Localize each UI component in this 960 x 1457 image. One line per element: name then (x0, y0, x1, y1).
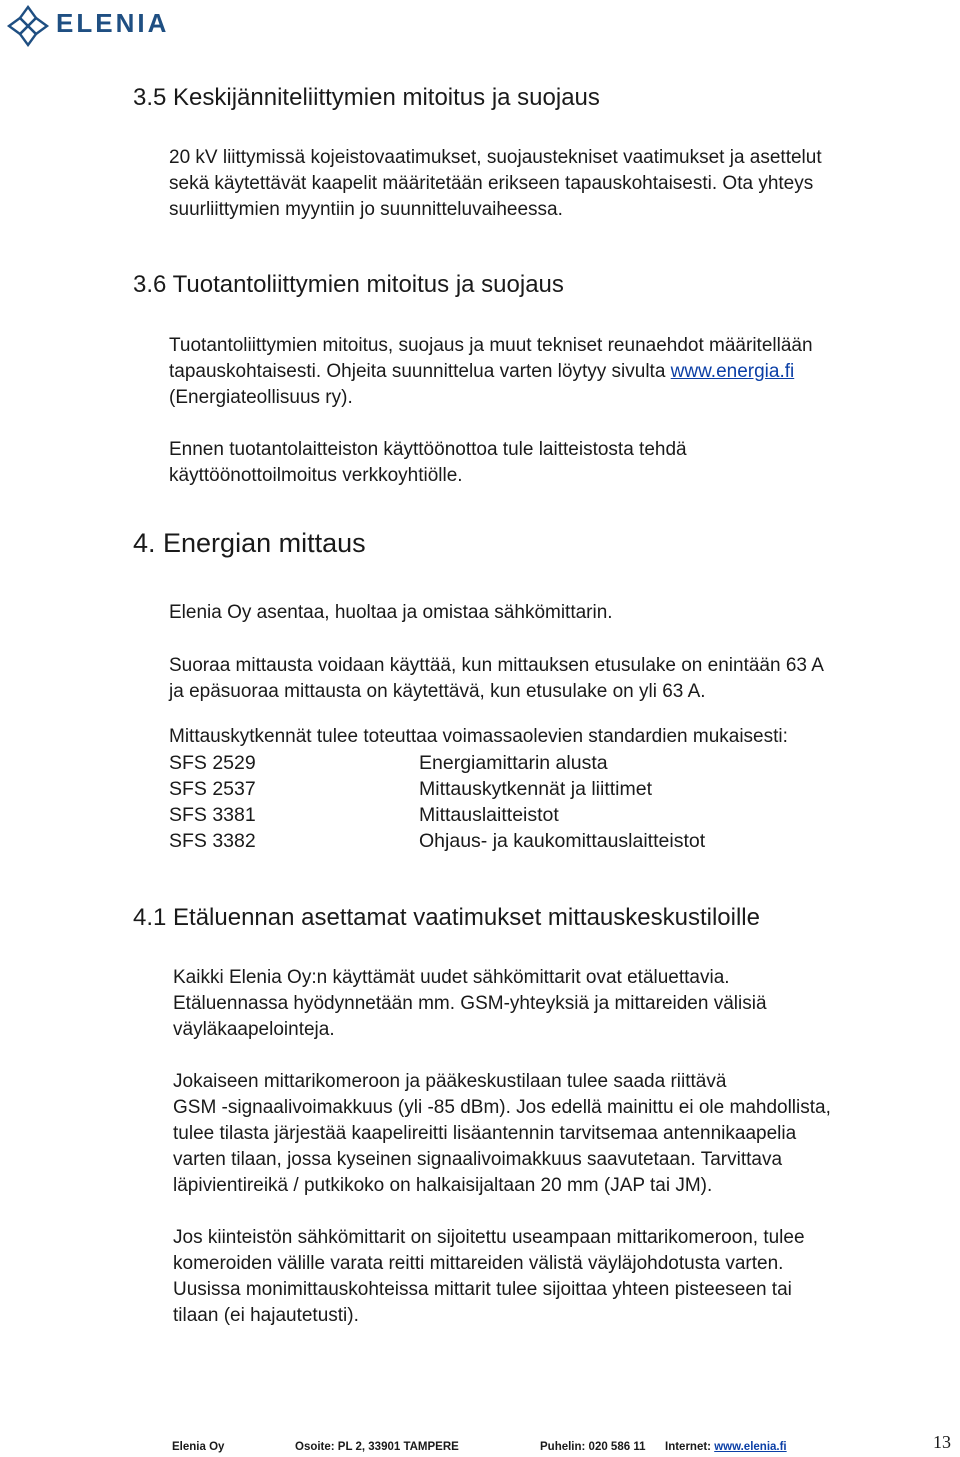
standard-row (169, 776, 705, 802)
s41-p2-line-1: Jokaiseen mittarikomeroon ja pääkeskustilaan tulee saada riittävä (173, 1071, 727, 1092)
s41-p1-line-2: Etäluennassa hyödynnetään mm. GSM-yhteyksiä ja mittareiden välisiä (173, 993, 767, 1014)
s36-line-2-text: tapauskohtaisesti. Ohjeita suunnittelua varten löytyy sivulta (169, 361, 671, 382)
s4-p3: Mittauskytkennät tulee toteuttaa voimassaolevien standardien mukaisesti: (169, 726, 788, 747)
footer-address: Osoite: PL 2, 33901 TAMPERE (295, 1441, 459, 1453)
standard-code: SFS 3381 (169, 804, 256, 826)
standard-name: Energiamittarin alusta (419, 752, 608, 774)
standard-code: SFS 2529 (169, 752, 256, 774)
energia-link[interactable]: www.energia.fi (670, 361, 795, 382)
s41-p1-line-1: Kaikki Elenia Oy:n käyttämät uudet sähkömittarit ovat etäluettavia. (173, 967, 730, 988)
s36-line-1: Tuotantoliittymien mitoitus, suojaus ja muut tekniset reunaehdot määritellään (169, 335, 813, 356)
standard-row (169, 750, 705, 776)
elenia-logo (6, 4, 176, 48)
s41-p2-line-5: läpivientireikä / putkikoko on halkaisijaltaan 20 mm (JAP tai JM). (173, 1175, 713, 1196)
s41-p3-line-4: tilaan (ei hajautetusti). (173, 1305, 359, 1326)
brand-wordmark: ELENIA (56, 8, 170, 38)
s35-line-1: 20 kV liittymissä kojeistovaatimukset, suojaustekniset vaatimukset ja asettelut (169, 147, 822, 168)
s41-p3-line-2: komeroiden välille varata reitti mittareiden välistä väyläjohdotusta varten. (173, 1253, 784, 1274)
s41-p2-line-2: GSM -signaalivoimakkuus (yli -85 dBm). Jos edellä mainittu ei ole mahdollista, (173, 1097, 831, 1118)
footer-company: Elenia Oy (172, 1441, 225, 1453)
s41-p1-line-3: väyläkaapelointeja. (173, 1019, 335, 1040)
s4-p2-line-2: ja epäsuoraa mittausta on käytettävä, kun etusulake on yli 63 A. (169, 681, 706, 702)
footer-phone: Puhelin: 020 586 11 (540, 1441, 646, 1453)
s35-line-3: suurliittymien myyntiin jo suunnitteluvaiheessa. (169, 199, 563, 220)
s41-p3-line-3: Uusissa monimittauskohteissa mittarit tulee sijoittaa yhteen pisteeseen tai (173, 1279, 792, 1300)
s36-p2-line-1: Ennen tuotantolaitteiston käyttöönottoa tule laitteistosta tehdä (169, 439, 687, 460)
standard-name: Ohjaus- ja kaukomittauslaitteistot (419, 830, 706, 852)
page-number: 13 (933, 1432, 951, 1452)
s36-line-2 (169, 359, 794, 385)
footer-internet-label: Internet: (665, 1441, 715, 1453)
footer-internet (665, 1441, 787, 1453)
s41-p2-line-3: tulee tilasta järjestää kaapelireitti lisäantennin tarvitsemaa antennikaapelia (173, 1123, 797, 1144)
section-3-5-heading: 3.5 Keskijänniteliittymien mitoitus ja suojaus (133, 84, 600, 111)
s4-p2-line-1: Suoraa mittausta voidaan käyttää, kun mittauksen etusulake on enintään 63 A (169, 655, 824, 676)
s41-p2-line-4: varten tilaan, jossa kyseinen signaalivoimakkuus saavutetaan. Tarvittava (173, 1149, 783, 1170)
standard-code: SFS 3382 (169, 830, 256, 852)
s36-p2-line-2: käyttöönottoilmoitus verkkoyhtiölle. (169, 465, 463, 486)
standard-name: Mittauslaitteistot (419, 804, 559, 826)
s35-line-2: sekä käytettävät kaapelit määritetään erikseen tapauskohtaisesti. Ota yhteys (169, 173, 814, 194)
s36-line-3: (Energiateollisuus ry). (169, 387, 353, 408)
standard-row (169, 802, 705, 828)
standard-code: SFS 2537 (169, 778, 256, 800)
section-4-1-heading: 4.1 Etäluennan asettamat vaatimukset mittauskeskustiloille (133, 904, 760, 931)
elenia-logo-icon (6, 4, 50, 48)
section-4-heading: 4. Energian mittaus (133, 528, 366, 558)
standard-row (169, 828, 705, 854)
elenia-link[interactable]: www.elenia.fi (714, 1441, 787, 1453)
s4-p1: Elenia Oy asentaa, huoltaa ja omistaa sähkömittarin. (169, 602, 613, 623)
s41-p3-line-1: Jos kiinteistön sähkömittarit on sijoitettu useampaan mittarikomeroon, tulee (173, 1227, 805, 1248)
standard-name: Mittauskytkennät ja liittimet (419, 778, 653, 800)
standards-list (169, 750, 705, 854)
section-3-6-heading: 3.6 Tuotantoliittymien mitoitus ja suojaus (133, 271, 564, 298)
